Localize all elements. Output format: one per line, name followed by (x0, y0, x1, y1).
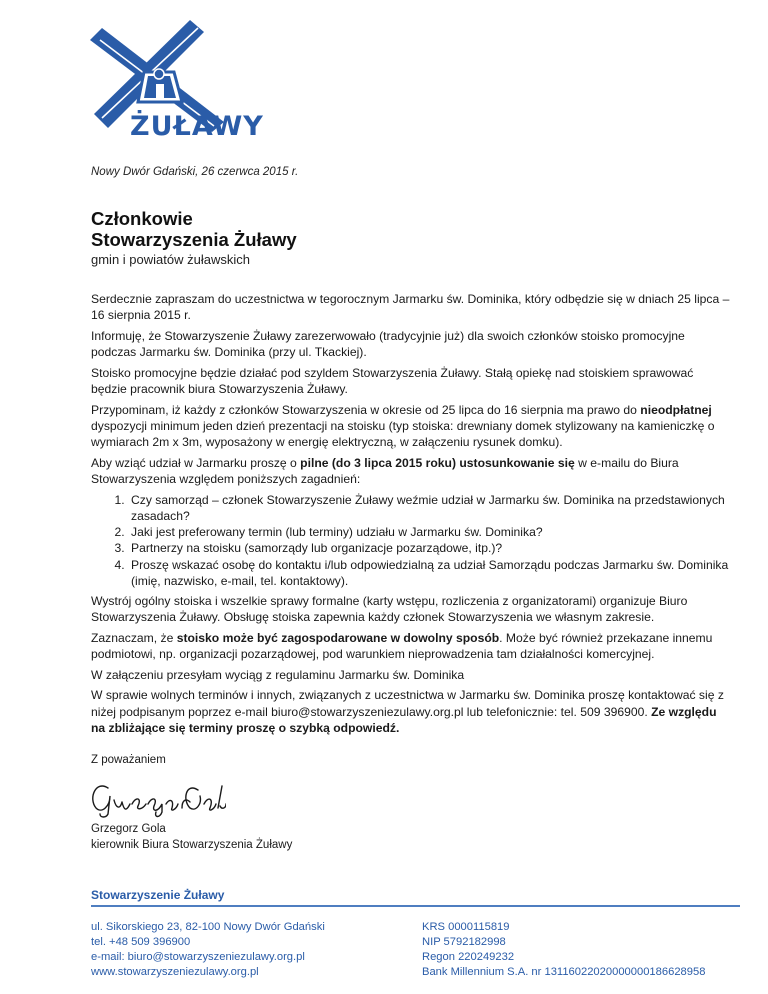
dateline: Nowy Dwór Gdański, 26 czerwca 2015 r. (91, 166, 299, 178)
recipient-line-3: gmin i powiatów żuławskich (91, 252, 250, 267)
list-item: 4. Proszę wskazać osobę do kontaktu i/lub odpowiedzialną za udział Samorządu podczas Jarmarku św. Dominika (imię, nazwisko, e-mail, tel. kontaktowy). (128, 557, 731, 589)
logo-text: ŻUŁAWY (130, 111, 264, 142)
footer-regon: Regon 220249232 (422, 951, 515, 963)
bold-segment: Ze względu na zbliżające się terminy proszę o szybką odpowiedź. (91, 704, 717, 735)
list-item: 2. Jaki jest preferowany termin (lub terminy) udziału w Jarmarku św. Dominika? (128, 524, 731, 540)
zulawy-logo (86, 18, 264, 142)
recipient-block (91, 208, 297, 270)
footer-website[interactable]: www.stowarzyszeniezulawy.org.pl (91, 966, 259, 978)
text-segment: . Może być również przekazane innemu podmiotowi, np. organizacji pozarządowej, pod warunkiem nieprowadzenia tam działalności komercyjnej. (91, 630, 713, 662)
text-segment: Aby wziąć udział w Jarmarku proszę o (91, 455, 301, 470)
paragraph-usage (91, 630, 731, 662)
signer-block (91, 822, 292, 853)
paragraph-stand: Stoisko promocyjne będzie działać pod szyldem Stowarzyszenia Żuławy. Stałą opiekę nad stoiskiem sprawować będzie pracownik biura Stowarzyszenia Żuławy. (91, 365, 694, 397)
list-item: 3. Partnerzy na stoisku (samorządy lub organizacje pozarządowe, itp.)? (128, 540, 731, 556)
text-segment: W sprawie wolnych terminów i innych, związanych z uczestnictwa w Jarmarku św. Dominika proszę kontaktować się z niżej podpisanym poprzez e-mail biuro@stowarzyszeniezulawy.org.pl lub telefonicznie: tel. 509 396900. (91, 688, 724, 719)
footer-registry (422, 920, 705, 980)
footer-bank: Bank Millennium S.A. nr 13116022020000000186628958 (422, 966, 706, 978)
list-item: 1. Czy samorząd – członek Stowarzyszenie Żuławy weźmie udział w Jarmarku św. Dominika na przedstawionych zasadach? (128, 492, 731, 524)
footer-title: Stowarzyszenie Żuławy (91, 888, 225, 902)
paragraph-invitation: Serdecznie zapraszam do uczestnictwa w tegorocznym Jarmarku św. Dominika, który odbędzie się w dniach 25 lipca – 16 sierpnia 2015 r. (91, 292, 730, 323)
signer-title: kierownik Biura Stowarzyszenia Żuławy (91, 838, 293, 851)
footer-krs: KRS 0000115819 (422, 921, 510, 933)
questions-list (91, 492, 731, 589)
footer-nip: NIP 5792182998 (422, 936, 506, 948)
footer-contact (91, 920, 325, 980)
text-segment: dyspozycji minimum jeden dzień prezentacji na stoisku (typ stoiska: drewniany domek stylizowany na kamieniczkę o wymiarach 2m x 3m, wyposażony w energię elektryczną, w załączeniu rysunek domku). (91, 418, 715, 450)
letter-body (91, 291, 731, 741)
paragraph-attachment: W załączeniu przesyłam wyciąg z regulaminu Jarmarku św. Dominika (91, 667, 465, 682)
signature (86, 778, 226, 825)
footer-phone: tel. +48 509 396900 (91, 936, 191, 948)
text-segment: w e-mailu do Biura Stowarzyszenia względem poniższych zagadnień: (91, 455, 679, 487)
signature-icon (86, 778, 226, 820)
bold-segment: stoisko może być zagospodarowane w dowolny sposób (176, 630, 500, 645)
bold-segment: nieodpłatnej (640, 402, 712, 417)
paragraph-organization: Wystrój ogólny stoiska i wszelkie sprawy formalne (karty wstępu, rozliczenia z organizatorami) organizuje Biuro Stowarzyszenia Żuławy. Obsługę stoiska zapewnia każdy członek Stowarzyszenia we własnym zakresie. (91, 593, 688, 625)
footer-email[interactable]: e-mail: biuro@stowarzyszeniezulawy.org.pl (91, 951, 305, 963)
paragraph-reminder (91, 402, 731, 451)
text-segment: Zaznaczam, że (91, 630, 177, 645)
paragraph-reservation: Informuję, że Stowarzyszenie Żuławy zarezerwowało (tradycyjnie już) dla swoich członków stoisko promocyjne podczas Jarmarku św. Dominika (przy ul. Tkackiej). (91, 328, 685, 360)
recipient-line-2: Stowarzyszenia Żuławy (91, 229, 297, 250)
paragraph-request (91, 455, 731, 487)
bold-segment: pilne (do 3 lipca 2015 roku) ustosunkowanie się (300, 455, 575, 470)
recipient-line-1: Członkowie (91, 208, 193, 229)
footer-divider (91, 905, 740, 907)
closing: Z poważaniem (91, 754, 166, 766)
footer-address: ul. Sikorskiego 23, 82-100 Nowy Dwór Gdański (91, 921, 325, 933)
signer-name: Grzegorz Gola (91, 823, 166, 835)
text-segment: Przypominam, iż każdy z członków Stowarzyszenia w okresie od 25 lipca do 16 sierpnia ma prawo do (91, 402, 641, 417)
paragraph-contact (91, 687, 731, 736)
